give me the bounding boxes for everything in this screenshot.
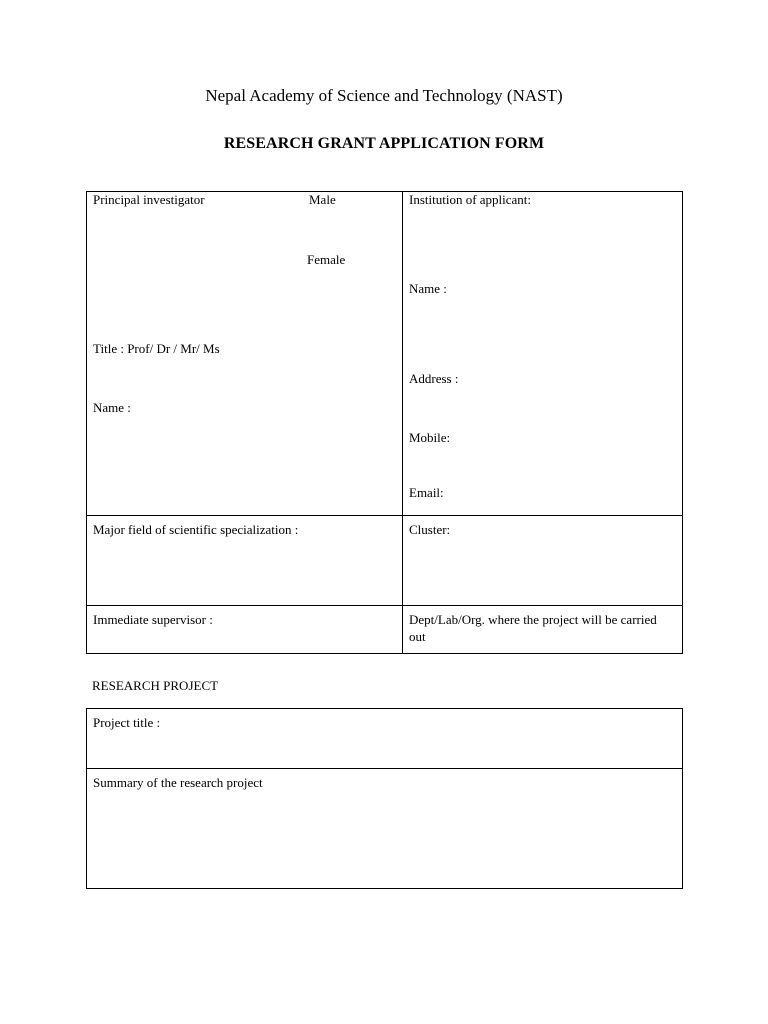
pi-title-label: Title : Prof/ Dr / Mr/ Ms [93,341,220,356]
applicant-table [86,191,683,654]
principal-investigator-cell[interactable] [87,192,403,516]
research-project-heading: RESEARCH PROJECT [92,678,219,693]
research-project-table [86,708,683,889]
summary-cell[interactable] [87,769,683,889]
female-option-label: Female [307,252,346,267]
project-title-row [87,709,683,769]
form-title: RESEARCH GRANT APPLICATION FORM [223,135,545,152]
institution-mobile-label: Mobile: [409,430,451,445]
summary-label: Summary of the research project [93,775,263,790]
project-title-cell[interactable] [87,709,683,769]
supervisor-cell[interactable] [87,606,403,654]
institution-address-label: Address : [409,371,459,386]
applicant-row [87,192,683,516]
cluster-cell[interactable] [403,516,683,606]
pi-name-label: Name : [93,400,131,415]
supervisor-row [87,606,683,654]
institution-name-label: Name : [409,281,447,296]
major-field-cell[interactable] [87,516,403,606]
cluster-label: Cluster: [409,522,451,537]
institution-cell[interactable] [403,192,683,516]
specialization-row [87,516,683,606]
dept-label: Dept/Lab/Org. where the project will be carried out [409,612,657,644]
principal-investigator-label: Principal investigator [93,192,205,207]
major-field-label: Major field of scientific specialization : [93,522,299,537]
institution-email-label: Email: [409,485,444,500]
dept-cell[interactable] [403,606,683,654]
institution-label: Institution of applicant: [409,192,532,207]
summary-row [87,769,683,889]
organization-title: Nepal Academy of Science and Technology (NAST) [205,86,563,105]
project-title-label: Project title : [93,715,161,730]
supervisor-label: Immediate supervisor : [93,612,213,627]
male-option-label: Male [309,192,336,207]
